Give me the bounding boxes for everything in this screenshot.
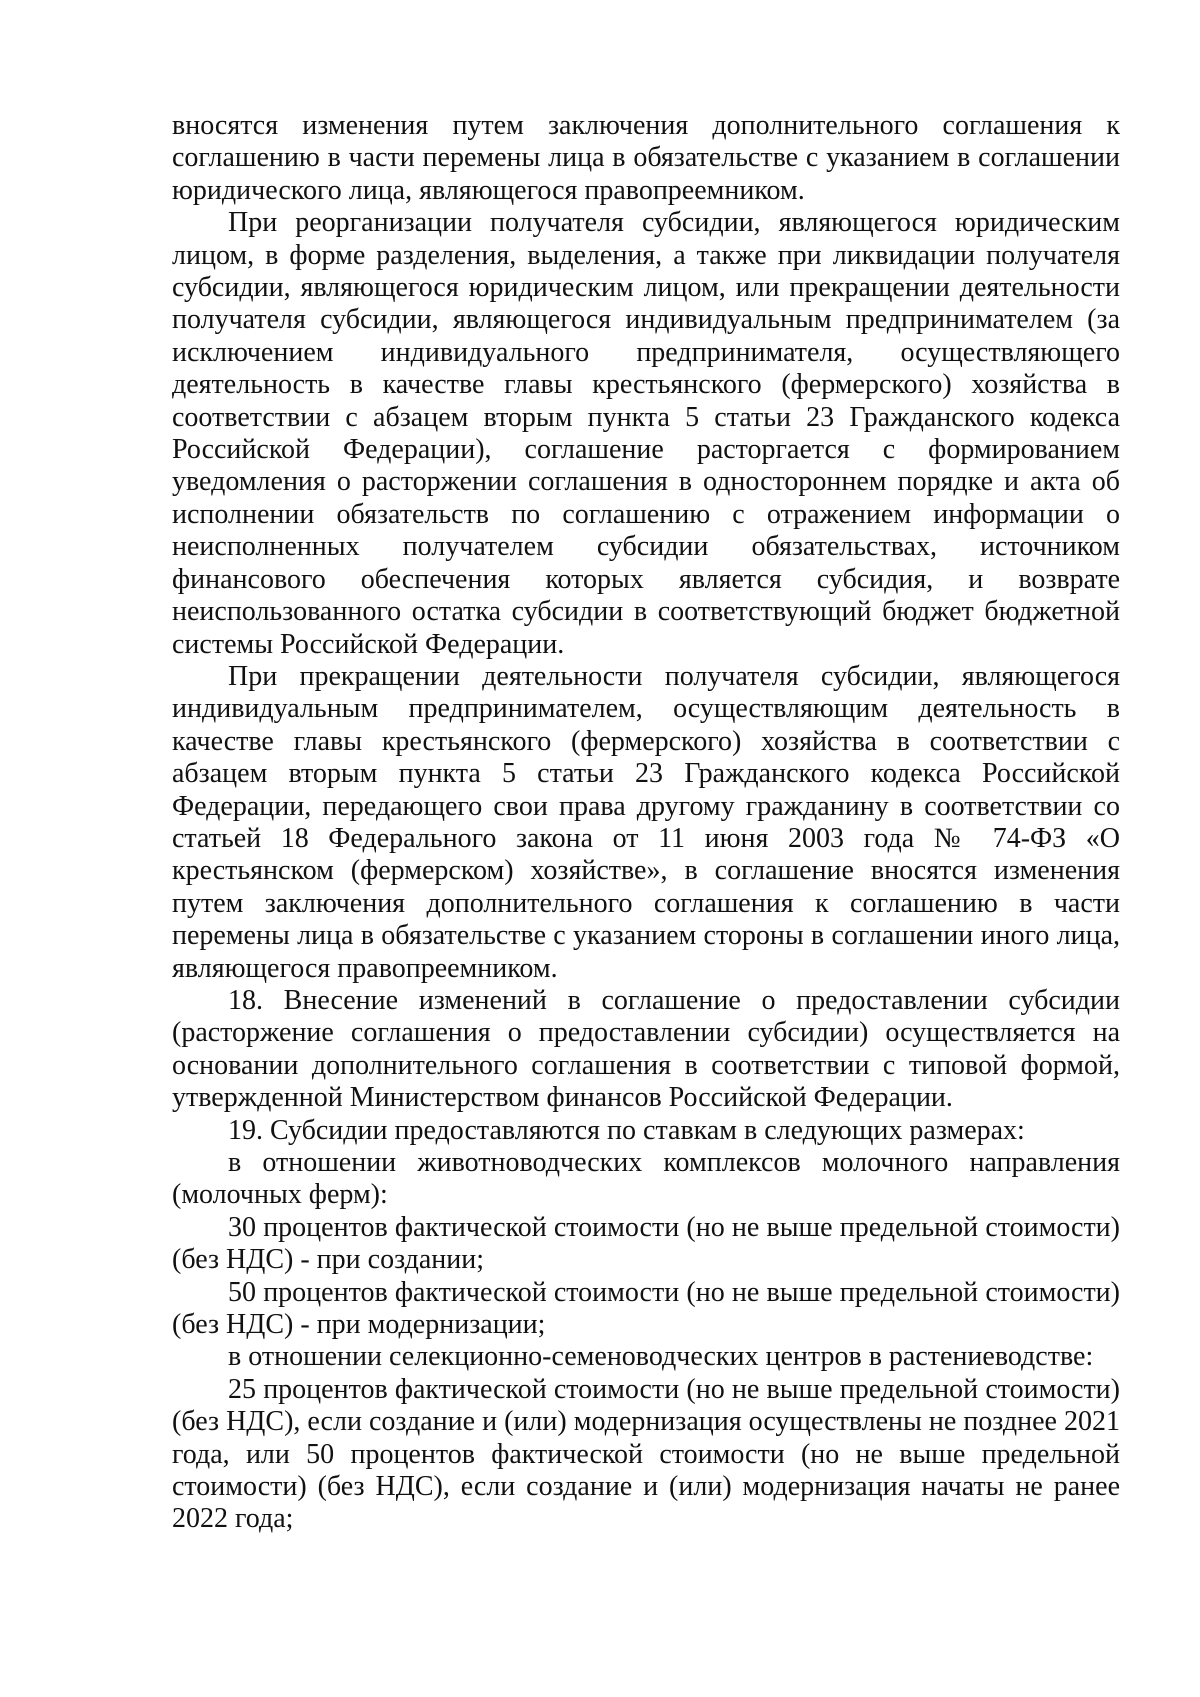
paragraph-rate-creation: 30 процентов фактической стоимости (но не выше предельной стоимости) (без НДС) - при создании; [172,1211,1120,1276]
paragraph-continuation: вносятся изменения путем заключения дополнительного соглашения к соглашению в части перемены лица в обязательстве с указанием в соглашении юридического лица, являющегося правопреемником. [172,110,1120,206]
paragraph-rate-seed-centers: 25 процентов фактической стоимости (но не выше предельной стоимости) (без НДС), если создание и (или) модернизация осуществлены не позднее 2021 года, или 50 процентов фактической стоимости (но не выше предельной стоимости) (без НДС), если создание и (или) модернизация начаты не ранее 2022 года; [172,1373,1120,1535]
paragraph-rate-modernization: 50 процентов фактической стоимости (но не выше предельной стоимости) (без НДС) - при модернизации; [172,1276,1120,1341]
paragraph-item-18: 18. Внесение изменений в соглашение о предоставлении субсидии (расторжение соглашения о предоставлении субсидии) осуществляется на основании дополнительного соглашения в соответствии с типовой формой, утвержденной Министерством финансов Российской Федерации. [172,984,1120,1114]
paragraph-dairy-complexes: в отношении животноводческих комплексов молочного направления (молочных ферм): [172,1147,1120,1211]
paragraph-seed-centers: в отношении селекционно-семеноводческих центров в растениеводстве: [228,1341,1094,1373]
paragraph-reorganization: При реорганизации получателя субсидии, являющегося юридическим лицом, в форме разделения, выделения, а также при ликвидации получателя субсидии, являющегося юридическим лицом, или прекращении деятельности получателя субсидии, являющегося индивидуальным предпринимателем (за исключением индивидуального предпринимателя, осуществляющего деятельность в качестве главы крестьянского (фермерского) хозяйства в соответствии с абзацем вторым пункта 5 статьи 23 Гражданского кодекса Российской Федерации), соглашение расторгается с формированием уведомления о расторжении соглашения в одностороннем порядке и акта об исполнении обязательств по соглашению с отражением информации о неисполненных получателем субсидии обязательствах, источником финансового обеспечения которых является субсидия, и возврате неиспользованного остатка субсидии в соответствующий бюджет бюджетной системы Российской Федерации. [172,207,1120,660]
document-text-body [172,110,1120,1536]
paragraph-termination-farm-head: При прекращении деятельности получателя субсидии, являющегося индивидуальным предпринимателем, осуществляющим деятельность в качестве главы крестьянского (фермерского) хозяйства в соответствии с абзацем вторым пункта 5 статьи 23 Гражданского кодекса Российской Федерации, передающего свои права другому гражданину в соответствии со статьей 18 Федерального закона от 11 июня 2003 года № 74-ФЗ «О крестьянском (фермерском) хозяйстве», в соглашение вносятся изменения путем заключения дополнительного соглашения к соглашению в части перемены лица в обязательстве с указанием стороны в соглашении иного лица, являющегося правопреемником. [172,660,1120,984]
paragraph-item-19: 19. Субсидии предоставляются по ставкам в следующих размерах: [228,1114,1025,1146]
